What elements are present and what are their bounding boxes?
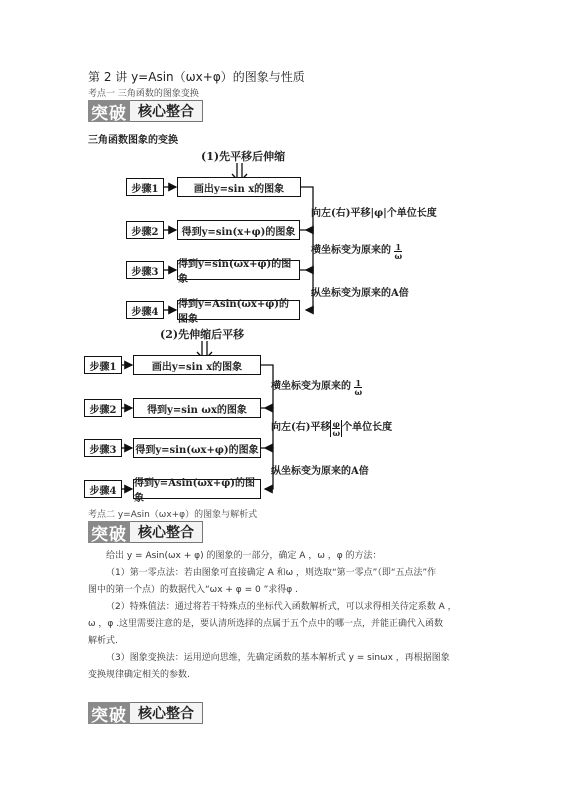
flow2-result-1: 画出y=sin x的图象 <box>133 355 261 375</box>
flow1-step-3: 步骤3 <box>126 261 164 279</box>
flow2-transform-2 <box>271 419 392 437</box>
banner-1-he: 核心整合 <box>130 100 203 122</box>
flow1-frac-den: ω <box>394 251 403 261</box>
banner-3-tu: 突破 <box>88 702 130 724</box>
flow2-transform-2b: 个单位长度 <box>342 422 393 433</box>
para-2-line-1: （2）特殊值法：通过将若干特殊点的坐标代入函数解析式，可以求得相关待定系数 A ， <box>106 602 457 612</box>
para-3-line-2: 变换规律确定相关的参数. <box>88 670 190 680</box>
flow1-step-2: 步骤2 <box>126 221 164 239</box>
flow2-result-2: 得到y=sin ωx的图象 <box>133 398 261 418</box>
para-1-line-1: （1）第一零点法：若由图象可直接确定 A 和ω ，则选取“第一零点”（即“五点法”作 <box>106 568 437 578</box>
flow2-frac-num: 1 <box>355 378 362 388</box>
flow2-heading: (2)先伸缩后平移 <box>160 328 245 341</box>
banner-3 <box>88 702 203 724</box>
flow2-result-3: 得到y=sin(ωx+φ)的图象 <box>133 438 261 458</box>
flow2-transform-1-text: 横坐标变为原来的 <box>271 381 351 392</box>
flow1-transform-3: 纵坐标变为原来的A倍 <box>311 288 409 299</box>
para-1-line-2: 图中的第一个点）的数据代入“ωx + φ = 0 ”求得φ . <box>88 585 298 595</box>
flow1-transform-2 <box>311 242 402 260</box>
para-3-line-1: （3）图象变换法：运用逆向思维，先确定函数的基本解析式 y = sinωx ，再根据图象 <box>106 653 450 663</box>
para-2-line-2: ω ，φ .这里需要注意的是，要认清所选择的点属于五个点中的哪一点，并能正确代入函数 <box>88 619 444 629</box>
flow2-transform-1 <box>271 378 362 396</box>
flow2-shift-den: ω <box>332 428 341 438</box>
flow2-shift-num: φ <box>332 419 340 429</box>
flow2-step-3: 步骤3 <box>84 439 122 457</box>
kaodian-1: 考点一 三角函数的图象变换 <box>88 89 199 99</box>
flow1-heading: (1)先平移后伸缩 <box>201 150 286 163</box>
section-title: 三角函数图象的变换 <box>88 135 178 146</box>
flow1-step-1: 步骤1 <box>126 178 164 196</box>
banner-2 <box>88 521 203 543</box>
flow1-frac-num: 1 <box>395 242 402 252</box>
page-title: 第 2 讲 y=Asin（ωx+φ）的图象与性质 <box>88 70 305 84</box>
flow1-result-3: 得到y=sin(ωx+φ)的图象 <box>177 260 300 280</box>
para-2-line-3: 解析式. <box>88 636 118 646</box>
flow1-transform-2-text: 横坐标变为原来的 <box>311 245 391 256</box>
banner-3-he: 核心整合 <box>130 702 203 724</box>
flow1-result-4: 得到y=Asin(ωx+φ)的图象 <box>177 300 300 320</box>
banner-2-tu: 突破 <box>88 521 130 543</box>
flow1-transform-1: 向左(右)平移|φ|个单位长度 <box>311 208 437 219</box>
flow2-frac-den: ω <box>354 387 363 397</box>
banner-1-tu: 突破 <box>88 100 130 122</box>
flow2-result-4: 得到y=Asin(ωx+φ)的图象 <box>133 479 261 499</box>
flow2-step-1: 步骤1 <box>84 356 122 374</box>
banner-2-he: 核心整合 <box>130 521 203 543</box>
flow1-result-2: 得到y=sin(x+φ)的图象 <box>177 220 300 240</box>
para-intro: 给出 y = Asin(ωx + φ) 的图象的一部分，确定 A ，ω ，φ 的方法： <box>106 551 382 561</box>
flow2-step-4: 步骤4 <box>84 480 122 498</box>
kaodian-2: 考点二 y=Asin（ωx+φ）的图象与解析式 <box>88 510 258 520</box>
flow1-step-4: 步骤4 <box>126 301 164 319</box>
flow2-step-2: 步骤2 <box>84 399 122 417</box>
flow2-transform-3: 纵坐标变为原来的A倍 <box>271 466 369 477</box>
flow2-transform-2a: 向左(右)平移 <box>271 422 331 433</box>
method-paragraphs <box>88 548 488 684</box>
flow1-result-1: 画出y=sin x的图象 <box>177 177 301 197</box>
